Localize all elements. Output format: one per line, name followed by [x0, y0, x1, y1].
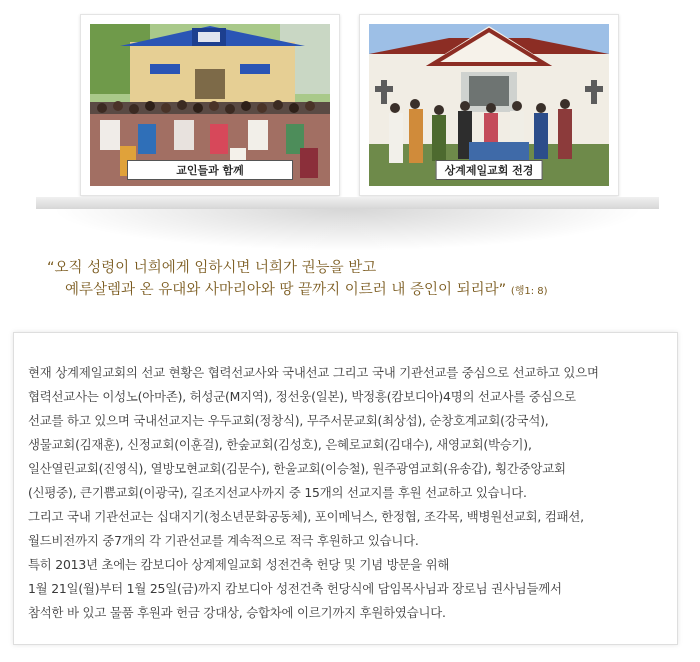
- shelf-shadow: [50, 209, 645, 251]
- body-line: 월드비전까지 중7개의 각 기관선교를 계속적으로 적극 후원하고 있습니다.: [28, 533, 419, 548]
- church-building-photo: [369, 24, 609, 186]
- mission-description-box: [13, 332, 678, 645]
- body-line: 선교를 하고 있으며 국내선교지는 우두교회(정창식), 무주서문교회(최상섭), 순창호계교회(강국석),: [28, 413, 549, 428]
- body-line: 현재 상계제일교회의 선교 현황은 협력선교사와 국내선교 그리고 국내 기관선교를 중심으로 선교하고 있으며: [28, 365, 599, 380]
- quote-reference: (행1: 8): [510, 286, 548, 297]
- body-line: 일산열린교회(진영식), 열방모현교회(김문수), 한울교회(이승철), 원주광염교회(유송갑), 횡간중앙교회: [28, 461, 566, 476]
- quote-line-1: “오직 성령이 너희에게 임하시면 너희가 권능을 받고: [47, 260, 377, 276]
- bible-quote: [47, 257, 667, 303]
- photo-card-church-view: [359, 14, 619, 196]
- photo-caption: 상계제일교회 전경: [436, 160, 543, 180]
- photo-card-congregation: [80, 14, 340, 196]
- quote-line-2: [47, 279, 667, 303]
- quote-line-2-text: 예루살렘과 온 유대와 사마리아와 땅 끝까지 이르러 내 증인이 되리라”: [65, 282, 507, 298]
- body-line: 협력선교사는 이성노(아마존), 허성군(M지역), 정선웅(일본), 박정흥(캄보디아)4명의 선교사를 중심으로: [28, 389, 576, 404]
- body-line: 1월 21일(월)부터 1월 25일(금)까지 캄보디아 성전건축 헌당식에 담임목사님과 장로님 권사님들께서: [28, 581, 562, 596]
- body-line: 참석한 바 있고 물품 후원과 헌금 강대상, 승합차에 이르기까지 후원하였습니다.: [28, 605, 446, 620]
- congregation-photo: [90, 24, 330, 186]
- photo-shelf: [36, 197, 659, 209]
- photo-caption: 교인들과 함께: [127, 160, 293, 180]
- body-line: 특히 2013년 초에는 캄보디아 상계제일교회 성전건축 헌당 및 기념 방문을 위해: [28, 557, 450, 572]
- body-line: 그리고 국내 기관선교는 십대지기(청소년문화공동체), 포이메닉스, 한정협, 조각목, 백병원선교회, 컴패션,: [28, 509, 584, 524]
- body-line: 생물교회(김재훈), 신정교회(이훈걸), 한숲교회(김성호), 은혜로교회(김대수), 새영교회(박승기),: [28, 437, 532, 452]
- body-line: (신평중), 큰기쁨교회(이광국), 길조지선교사까지 중 15개의 선교지를 후원 선교하고 있습니다.: [28, 485, 527, 500]
